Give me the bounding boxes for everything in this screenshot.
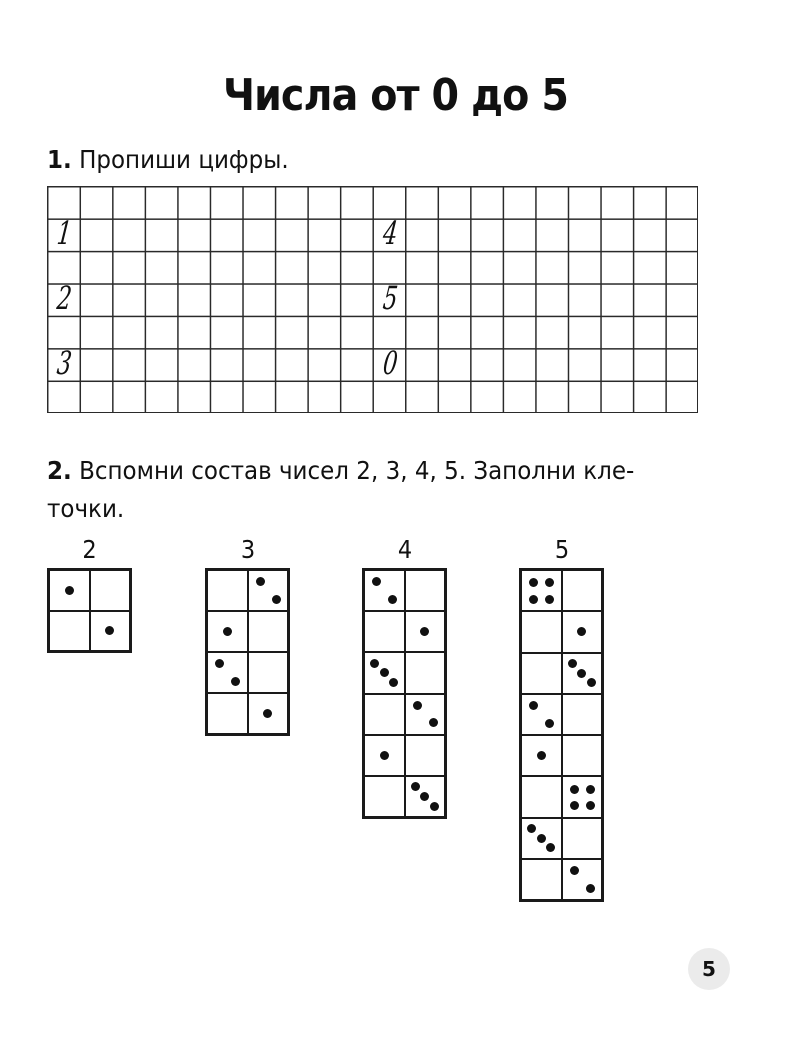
dot-icon [529,595,538,604]
dot-icon [577,669,586,678]
dot-icon [411,782,420,791]
empty-cell[interactable] [207,570,248,611]
dot-icon [420,627,429,636]
sample-digit-5: 5 [380,279,400,318]
empty-cell[interactable] [364,611,405,652]
dot-cell [248,570,289,611]
dot-cell [562,776,603,817]
dot-icon [577,627,586,636]
dot-icon [105,626,114,635]
dot-icon [429,718,438,727]
dot-icon [529,578,538,587]
empty-cell[interactable] [248,611,289,652]
dot-cell [521,735,562,776]
dot-icon [545,595,554,604]
dot-cell [562,859,603,900]
dot-icon [389,678,398,687]
dot-icon [587,678,596,687]
task-1-number: 1. [47,145,72,174]
dot-icon [263,709,272,718]
dot-icon [420,792,429,801]
dot-cell [207,611,248,652]
dot-icon [370,659,379,668]
block-label: 5 [554,535,570,564]
dot-icon [223,627,232,636]
dot-icon [545,719,554,728]
composition-table [519,568,604,902]
sample-digit-4: 4 [380,214,400,253]
dot-icon [570,785,579,794]
empty-cell[interactable] [405,735,446,776]
dot-icon [586,785,595,794]
empty-cell[interactable] [521,611,562,652]
sample-digit-2: 2 [55,279,74,318]
task-1-text: Пропиши цифры. [71,145,289,174]
empty-cell[interactable] [562,818,603,859]
task-2-text-line2: точки. [47,494,125,523]
dot-icon [272,595,281,604]
sample-digit-1: 1 [55,214,74,253]
dot-icon [527,824,536,833]
dot-cell [562,611,603,652]
empty-cell[interactable] [364,776,405,817]
task-1-heading [47,141,289,179]
empty-cell[interactable] [405,652,446,693]
dot-icon [215,659,224,668]
dot-icon [380,668,389,677]
dot-cell [364,652,405,693]
dot-icon [231,677,240,686]
task-2-text: Вспомни состав чисел 2, 3, 4, 5. Заполни кле- [71,456,635,485]
composition-table [362,568,447,819]
composition-table [205,568,290,736]
page-number-badge: 5 [688,948,730,990]
empty-cell[interactable] [562,735,603,776]
empty-cell[interactable] [521,859,562,900]
task-2-heading [47,452,728,528]
dot-icon [568,659,577,668]
dot-icon [570,801,579,810]
dot-icon [65,586,74,595]
empty-cell[interactable] [562,694,603,735]
empty-cell[interactable] [364,694,405,735]
dot-icon [537,834,546,843]
dot-icon [586,801,595,810]
dot-icon [570,866,579,875]
dot-cell [405,611,446,652]
block-label: 4 [397,535,413,564]
composition-table [47,568,132,653]
dot-cell [248,693,289,734]
dot-cell [562,653,603,694]
dot-icon [537,751,546,760]
dot-cell [90,611,131,652]
writing-grid[interactable] [47,186,698,413]
empty-cell[interactable] [90,570,131,611]
dot-cell [405,776,446,817]
sample-digit-3: 3 [55,344,74,383]
block-label: 3 [240,535,256,564]
dot-cell [521,818,562,859]
empty-cell[interactable] [49,611,90,652]
dot-cell [521,694,562,735]
page-title: Числа от 0 до 5 [222,70,569,121]
empty-cell[interactable] [521,776,562,817]
dot-icon [380,751,389,760]
empty-cell[interactable] [405,570,446,611]
dot-icon [388,595,397,604]
dot-cell [364,570,405,611]
dot-icon [430,802,439,811]
dot-icon [545,578,554,587]
sample-digit-0: 0 [380,344,400,383]
dot-icon [546,843,555,852]
empty-cell[interactable] [248,652,289,693]
dot-icon [529,701,538,710]
dot-cell [49,570,90,611]
dot-cell [405,694,446,735]
dot-cell [207,652,248,693]
block-label: 2 [82,535,97,564]
dot-icon [586,884,595,893]
dot-cell [364,735,405,776]
dot-icon [372,577,381,586]
task-2-number: 2. [47,456,72,485]
empty-cell[interactable] [207,693,248,734]
empty-cell[interactable] [521,653,562,694]
empty-cell[interactable] [562,570,603,611]
dot-cell [521,570,562,611]
dot-icon [256,577,265,586]
dot-icon [413,701,422,710]
